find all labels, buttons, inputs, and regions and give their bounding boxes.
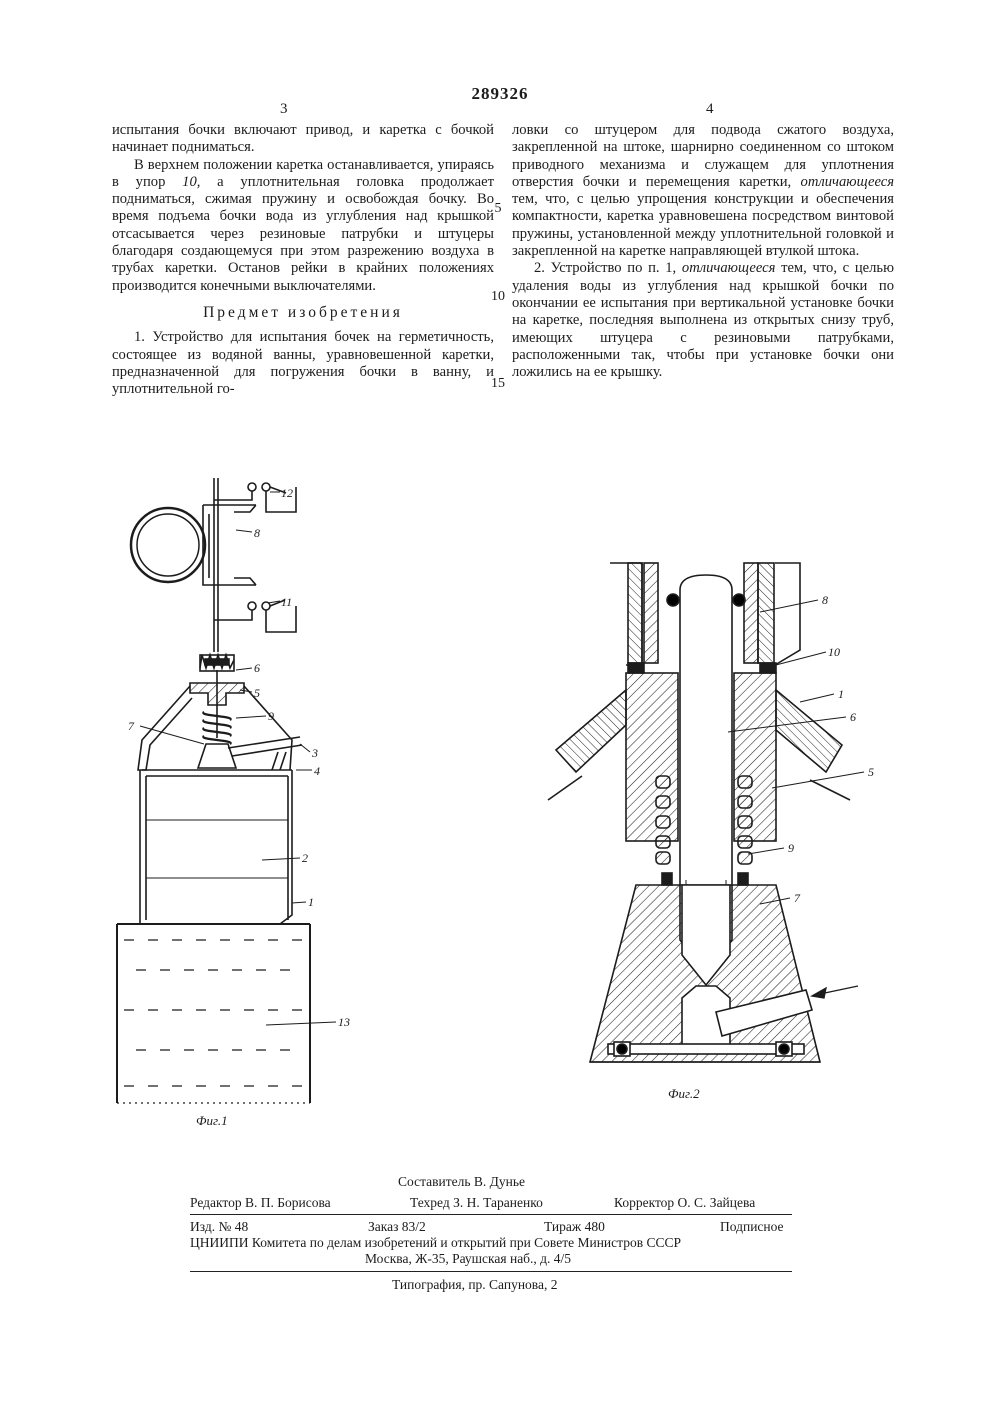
figure-1 (117, 478, 310, 1103)
order-number: Заказ 83/2 (368, 1219, 426, 1234)
section-heading: Предмет изобретения (203, 303, 403, 321)
fig1-label-12: 12 (281, 486, 293, 500)
fig1-label-7: 7 (128, 719, 134, 733)
fig2-label-6: 6 (850, 710, 856, 724)
fig2-label-5: 5 (868, 765, 874, 779)
line-number: 10 (491, 289, 505, 304)
divider (190, 1214, 792, 1215)
paragraph: испытания бочки включают привод, и каретка с бочкой начинает подниматься. (112, 122, 494, 156)
editor: Редактор В. П. Борисова (190, 1195, 331, 1210)
organization: ЦНИИПИ Комитета по делам изобретений и открытий при Совете Министров СССР (190, 1235, 681, 1250)
reference-number: 10, (182, 173, 201, 190)
text-span: тем, что, с целью удаления воды из углубления над крышкой бочки по окончании ее испытания при вертикальной установке бочки на каретке, последняя выполнена из открытых снизу труб, имеющих штуцера с резиновыми патрубками, расположенными так, чтобы при установке бочки они ложились на ее крышку. (512, 260, 894, 381)
emphasis: отличающееся (800, 173, 894, 190)
typography: Типография, пр. Сапунова, 2 (392, 1277, 558, 1292)
issue-number: Изд. № 48 (190, 1219, 249, 1234)
fig2-label-8: 8 (822, 593, 828, 607)
patent-number: 289326 (471, 84, 529, 103)
corrector: Корректор О. С. Зайцева (614, 1195, 756, 1210)
fig1-label-6: 6 (254, 661, 260, 675)
line-number: 15 (491, 376, 505, 391)
subscription: Подписное (720, 1219, 784, 1234)
tank-water-dashes (124, 940, 302, 1086)
figure-1-leaders (140, 492, 336, 1025)
line-number: 5 (494, 201, 502, 216)
text-span: тем, что, с целью упрощения конструкции и обеспечения компактности, каретка уравновешена посредством винтовой пружины, установленной между уплотнительной головкой и закрепленной на каретке направляющей втулкой штока. (512, 191, 894, 260)
figure-2 (548, 563, 850, 1062)
divider (190, 1271, 792, 1272)
figure-2-caption: Фиг.2 (668, 1086, 700, 1101)
fig2-label-10: 10 (828, 645, 840, 659)
fig2-label-9: 9 (788, 841, 794, 855)
fig2-label-1: 1 (838, 687, 844, 701)
fig1-label-8: 8 (254, 526, 260, 540)
fig2-label-7: 7 (794, 891, 800, 905)
techred: Техред З. Н. Тараненко (410, 1195, 543, 1210)
left-column-number: 3 (280, 101, 288, 117)
fig1-label-3: 3 (312, 746, 318, 760)
fig1-label-11: 11 (281, 595, 293, 609)
figure-1-caption: Фиг.1 (196, 1113, 228, 1128)
right-column-number: 4 (706, 101, 714, 117)
air-inlet-arrow (812, 986, 858, 998)
text-span: ловки со штуцером для подвода сжатого воздуха, закрепленной на штоке, шарнирно соединенном со штоком приводного механизма и служащем для уплотнения отверстия бочки и перемещения каретки, (512, 122, 894, 190)
fig1-label-4: 4 (314, 764, 320, 778)
address: Москва, Ж-35, Раушская наб., д. 4/5 (365, 1251, 572, 1266)
text-span: В верхнем положении каретка останавливается, упираясь в упор (112, 156, 494, 190)
fig1-label-13: 13 (338, 1015, 350, 1029)
compiler: Составитель В. Дунье (398, 1174, 525, 1189)
fig1-label-9: 9 (268, 709, 274, 723)
fig1-label-2: 2 (302, 851, 308, 865)
fig1-label-1: 1 (308, 895, 314, 909)
print-run: Тираж 480 (544, 1219, 605, 1234)
text-span: 2. Устройство по п. 1, (534, 260, 682, 277)
text-span: а уплотнительная головка продолжает подниматься, сжимая пружину и освобождая бочку. Во время подъема бочки вода из углубления над крышкой отсасывается через резиновые патрубки и штуцеры благодаря создающемуся при этом разрежению воздуха в трубах каретки. Останов рейки в крайних положениях производится конечными выключателями. (112, 173, 494, 294)
emphasis: отличающееся (681, 260, 776, 277)
fig1-label-5: 5 (254, 686, 260, 700)
claim-paragraph: 1. Устройство для испытания бочек на герметичность, состоящее из водяной ванны, уравновешенной каретки, предназначенной для погружения бочки в ванну, и уплотнительной го- (112, 329, 494, 398)
